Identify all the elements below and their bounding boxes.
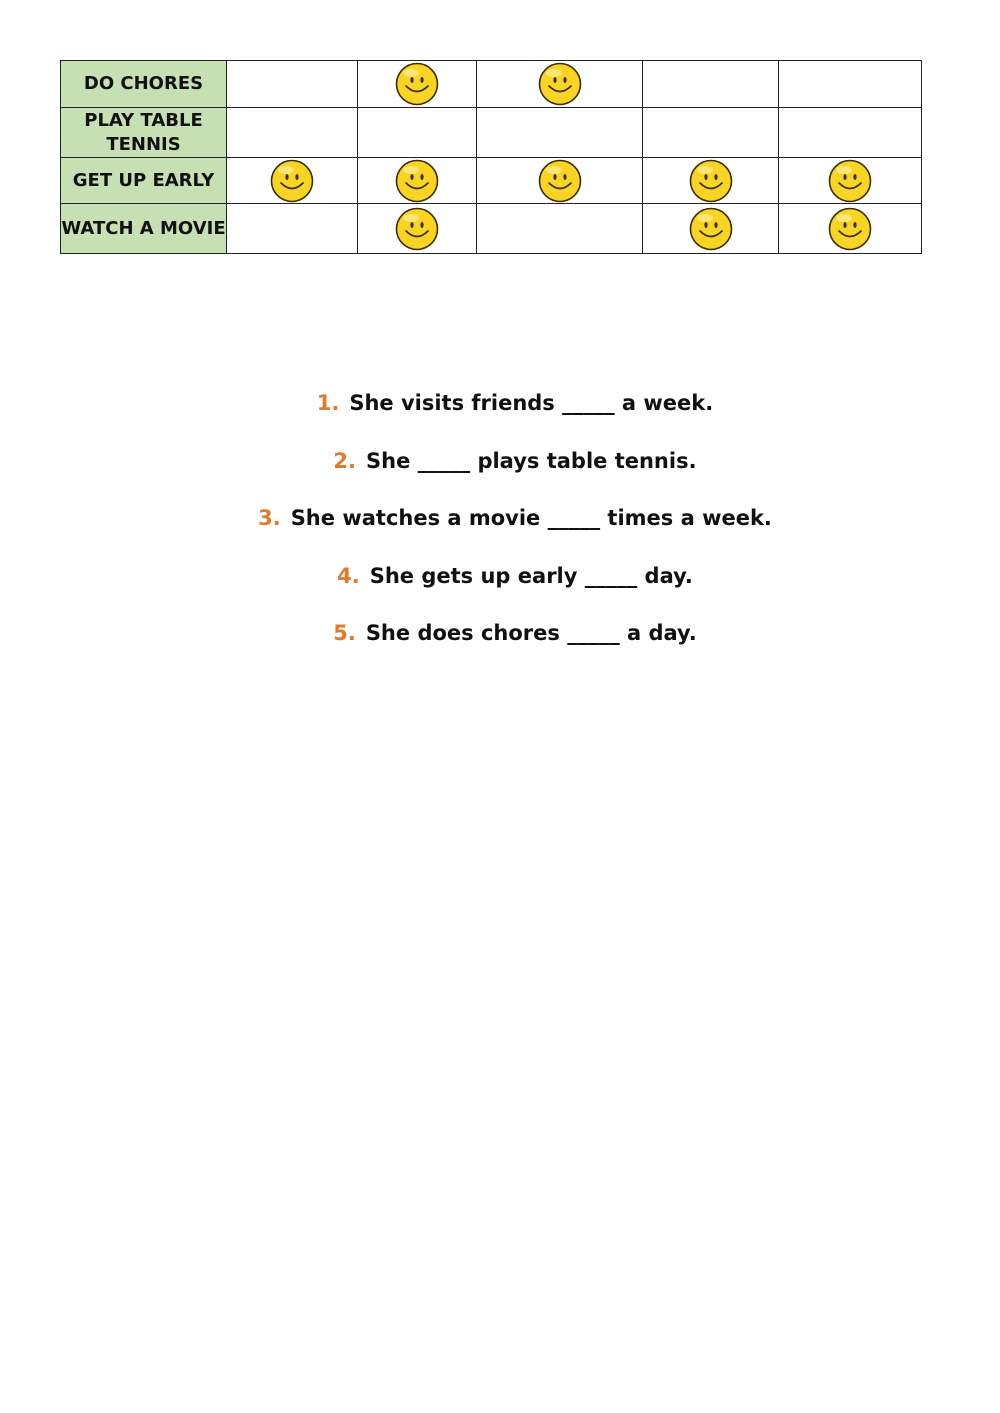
table-row-get-up-early — [61, 158, 922, 204]
table-cell — [779, 158, 922, 204]
table-cell — [227, 158, 358, 204]
table-cell — [643, 61, 779, 108]
table-cell — [779, 61, 922, 108]
table-cell — [643, 108, 779, 158]
question-number: 4. — [337, 563, 360, 588]
question-number: 5. — [333, 621, 356, 645]
question-list — [0, 383, 1000, 671]
table-cell — [779, 204, 922, 254]
table-cell — [227, 61, 358, 108]
table-row-watch-a-movie — [61, 204, 922, 254]
table-cell — [358, 108, 477, 158]
row-label-get-up-early: GET UP EARLY — [61, 158, 227, 204]
row-label-watch-a-movie: WATCH A MOVIE — [61, 204, 227, 254]
row-label-do-chores: DO CHORES — [61, 61, 227, 108]
smiley-face-icon — [270, 159, 314, 203]
question-number: 3. — [258, 506, 281, 530]
table-cell — [358, 158, 477, 204]
smiley-face-icon — [395, 207, 439, 251]
question-1 — [0, 383, 1000, 441]
frequency-table — [60, 60, 922, 254]
table-cell — [358, 61, 477, 108]
table-cell — [643, 158, 779, 204]
table-row-do-chores — [61, 61, 922, 108]
question-text: She visits friends _____ a week. — [349, 391, 714, 415]
smiley-face-icon — [828, 207, 872, 251]
table-cell — [477, 204, 643, 254]
smiley-face-icon — [395, 159, 439, 203]
table-cell — [227, 204, 358, 254]
table-cell — [643, 204, 779, 254]
question-5 — [0, 613, 1000, 671]
question-text: She watches a movie _____ times a week. — [290, 506, 772, 530]
smiley-face-icon — [538, 159, 582, 203]
question-text: She gets up early _____ day. — [369, 563, 693, 588]
question-number: 1. — [316, 391, 340, 415]
table-row-play-table-tennis — [61, 108, 922, 158]
question-number: 2. — [333, 448, 357, 473]
table-cell — [779, 108, 922, 158]
smiley-face-icon — [395, 62, 439, 106]
smiley-face-icon — [689, 207, 733, 251]
table-cell — [227, 108, 358, 158]
question-2 — [0, 441, 1000, 499]
smiley-face-icon — [689, 159, 733, 203]
row-label-play-table-tennis: PLAY TABLE TENNIS — [61, 108, 227, 158]
smiley-face-icon — [828, 159, 872, 203]
table-cell — [477, 61, 643, 108]
table-cell — [477, 158, 643, 204]
question-text: She does chores _____ a day. — [365, 621, 697, 645]
question-3 — [0, 498, 1000, 556]
table-cell — [477, 108, 643, 158]
question-4 — [0, 556, 1000, 614]
table-cell — [358, 204, 477, 254]
smiley-face-icon — [538, 62, 582, 106]
question-text: She _____ plays table tennis. — [366, 448, 697, 473]
